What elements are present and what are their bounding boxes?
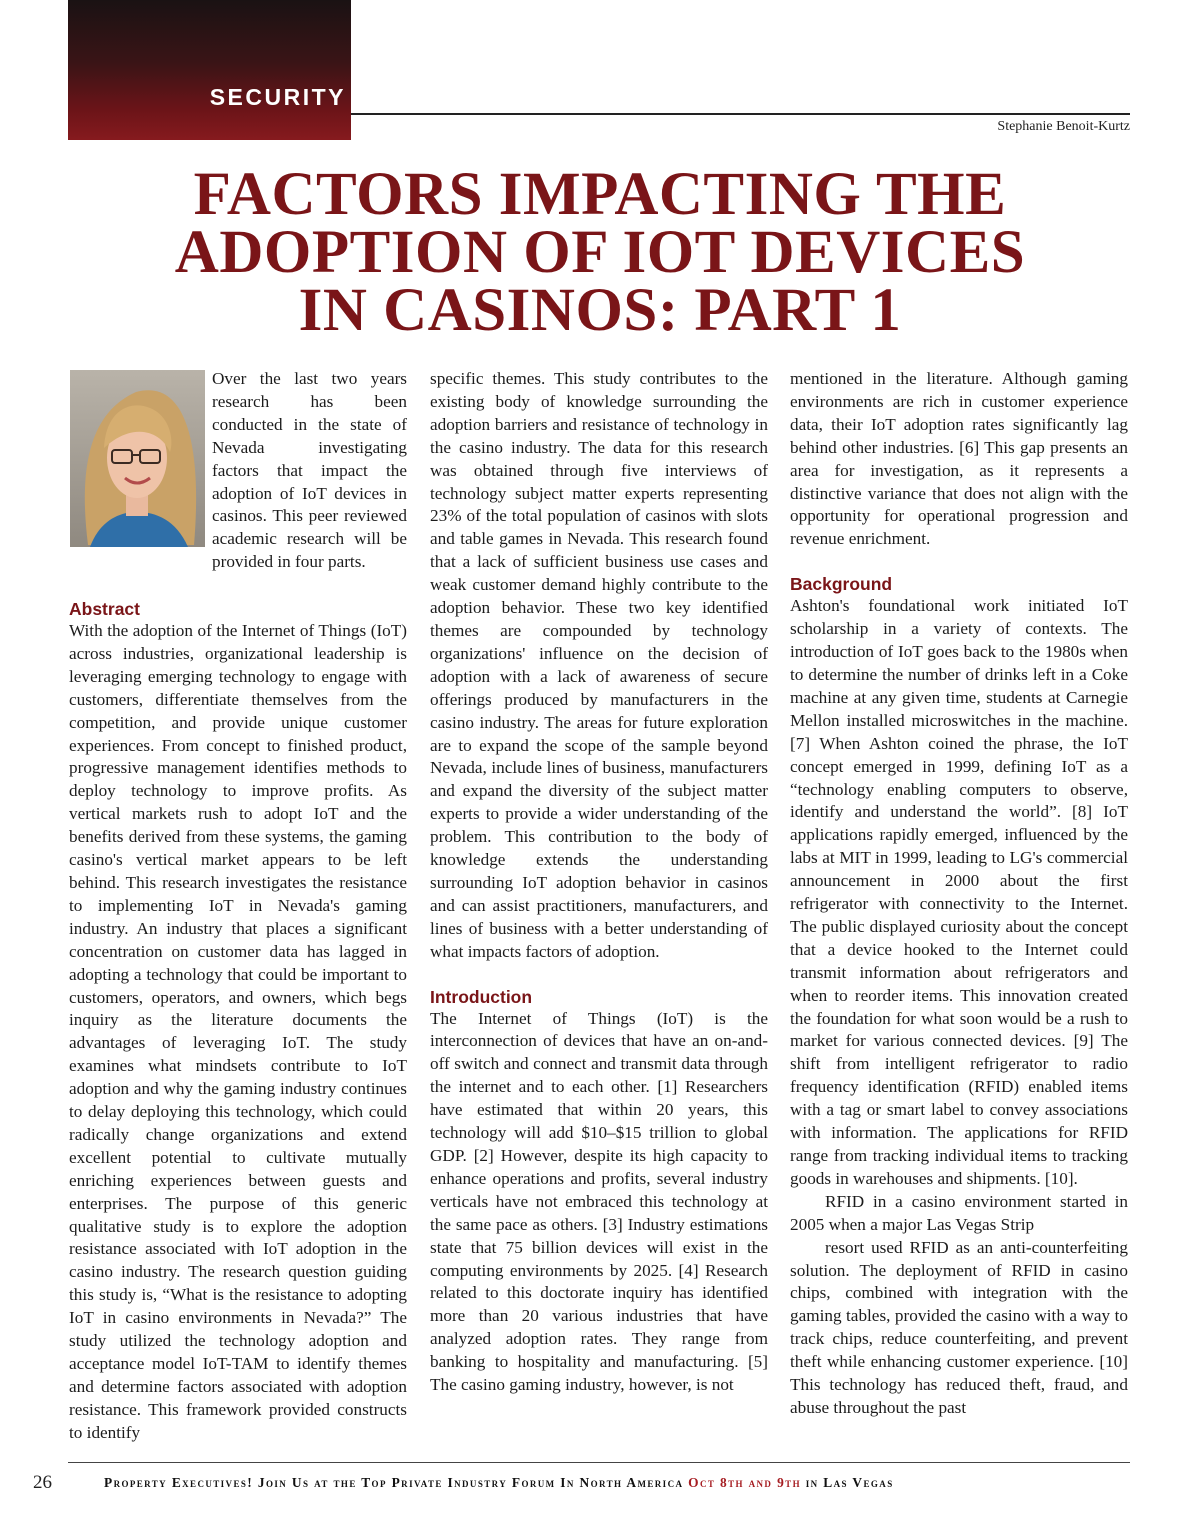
introduction-text: The Internet of Things (IoT) is the interconnection of devices that have an on-and-off switch and connect and transmit data through the internet and to each other. [1] Researchers have estimated that within 20 years, this technology will add $10–$15 trillion to global GDP. [2] However, despite its high capacity to enhance operations and profits, several industry verticals have not embraced this technology at the same pace as others. [3] Industry estimations state that 75 billion devices will exist in the computing environments by 2025. [4] Research related to this doctorate inquiry has identified more than 20 various industries that have analyzed adoption rates. They range from banking to hospitality and manufacturing. [5] The casino gaming industry, however, is not: [430, 1008, 768, 1395]
author-name: Stephanie Benoit-Kurtz: [997, 119, 1130, 134]
article-title: [60, 161, 1140, 344]
title-line-3: IN CASINOS: PART 1: [298, 277, 902, 344]
footer-date-highlight: Oct 8th and 9th: [688, 1475, 801, 1490]
footer-rule: [68, 1462, 1130, 1463]
column-3: [790, 368, 1128, 1420]
background-paragraph-2: RFID in a casino environment started in 2005 when a major Las Vegas Strip: [790, 1191, 1128, 1234]
title-line-1: FACTORS IMPACTING THE: [193, 161, 1007, 228]
column-2: [430, 368, 768, 1397]
abstract-heading: Abstract: [69, 599, 140, 619]
intro-paragraph: Over the last two years research has been conducted in the state of Nevada investigating factors that impact the adoption of IoT devices in casinos. This peer reviewed academic research will be provided in four parts.: [212, 369, 407, 572]
footer-banner-text: [104, 1475, 1134, 1491]
column-1: [69, 598, 407, 1445]
background-heading: Background: [790, 574, 893, 595]
abstract-text-continued: specific themes. This study contributes to the existing body of knowledge surrounding the adoption barriers and resistance of technology in the casino industry. The data for this research was obtained through five interviews of technology subject matter experts representing 23% of the total population of casinos with slots and table games in Nevada. This research found that a lack of sufficient business use cases and weak customer demand highly contribute to the adoption behavior. These two key identified themes are compounded by technology organizations' influence on the decision of adoption with a lack of awareness of secure offerings produced by manufacturers in the casino industry. The areas for future exploration are to expand the scope of the sample beyond Nevada, include lines of business, manufacturers and expand the diversity of the subject matter experts to provide a wider understanding of the problem. This contribution to the body of knowledge extends the understanding surrounding IoT adoption behavior in casinos and can assist practitioners, manufacturers, and lines of business with a better understanding of what impacts factors of adoption.: [430, 369, 768, 961]
title-line-2: ADOPTION OF IOT DEVICES: [174, 219, 1026, 286]
background-paragraph-3: resort used RFID as an anti-counterfeiting solution. The deployment of RFID in casino chips, combined with integration with the gaming tables, provided the casino with a way to track chips, reduce counterfeiting, and prevent theft while enhancing customer experience. [10] This technology has reduced theft, fraud, and abuse throughout the past: [790, 1237, 1128, 1417]
introduction-heading: Introduction: [430, 986, 533, 1007]
header-rule: [351, 113, 1130, 115]
footer-text-end: in Las Vegas: [800, 1475, 894, 1490]
abstract-text: With the adoption of the Internet of Things (IoT) across industries, organizational leadership is leveraging emerging technology to engage with customers, differentiate themselves from the competition, and provide unique customer experiences. From concept to finished product, progressive management identifies methods to deploy technology to improve profits. As vertical markets rush to adopt IoT and the benefits derived from these systems, the gaming casino's vertical market appears to be left behind. This research investigates the resistance to implementing IoT in Nevada's gaming industry. An industry that places a significant concentration on customer data has lagged in adopting a technology that could be important to customers, operators, and owners, which begs inquiry as the literature documents the advantages of leveraging IoT. The study examines what mindsets contribute to IoT adoption and why the gaming industry continues to delay deploying this technology, which could radically change organizations and extend excellent potential to cultivate mutually enriching experiences between guests and enterprises. The purpose of this generic qualitative study is to explore the adoption resistance associated with IoT adoption in the casino industry. The research question guiding this study is, “What is the resistance to adopting IoT in casino environments in Nevada?” The study utilized the technology adoption and acceptance model IoT-TAM to identify themes and determine factors associated with adoption resistance. This framework provided constructs to identify: [69, 621, 407, 1442]
author-photo: [70, 370, 205, 547]
background-paragraph-1: Ashton's foundational work initiated IoT scholarship in a variety of contexts. The introduction of IoT goes back to the 1980s when to determine the number of drinks left in a Coke machine at any given time, students at Carnegie Mellon installed microswitches in the machine. [7] When Ashton coined the phrase, the IoT concept emerged in 1999, defining IoT as a “technology enabling computers to observe, identify and understand the world”. [8] IoT applications rapidly emerged, influenced by the labs at MIT in 1999, leading to LG's commercial announcement in 2000 about the first refrigerator with connectivity to the Internet. The public displayed curiosity about the concept that a device hooked to the Internet could transmit information about refrigerators and when to reorder items. This innovation created the foundation for what soon would be a rush to market for various connected devices. [9] The shift from intelligent refrigerator to radio frequency identification (RFID) enabled items with a tag or smart label to convey associations with information. The applications for RFID range from tracking individual items to tracking goods in warehouses and shipments. [10].: [790, 596, 1128, 1188]
section-label: SECURITY: [209, 84, 346, 110]
footer-text-start: Property Executives! Join Us at the Top Private Industry Forum In North America: [104, 1475, 689, 1490]
page-number: 26: [33, 1472, 52, 1493]
introduction-text-continued: mentioned in the literature. Although gaming environments are rich in customer experience data, their IoT adoption rates significantly lag behind other industries. [6] This gap presents an area for investigation, as it represents a distinctive variance that does not align with the opportunity for operational progression and revenue enrichment.: [790, 369, 1128, 549]
section-banner: [68, 0, 351, 140]
